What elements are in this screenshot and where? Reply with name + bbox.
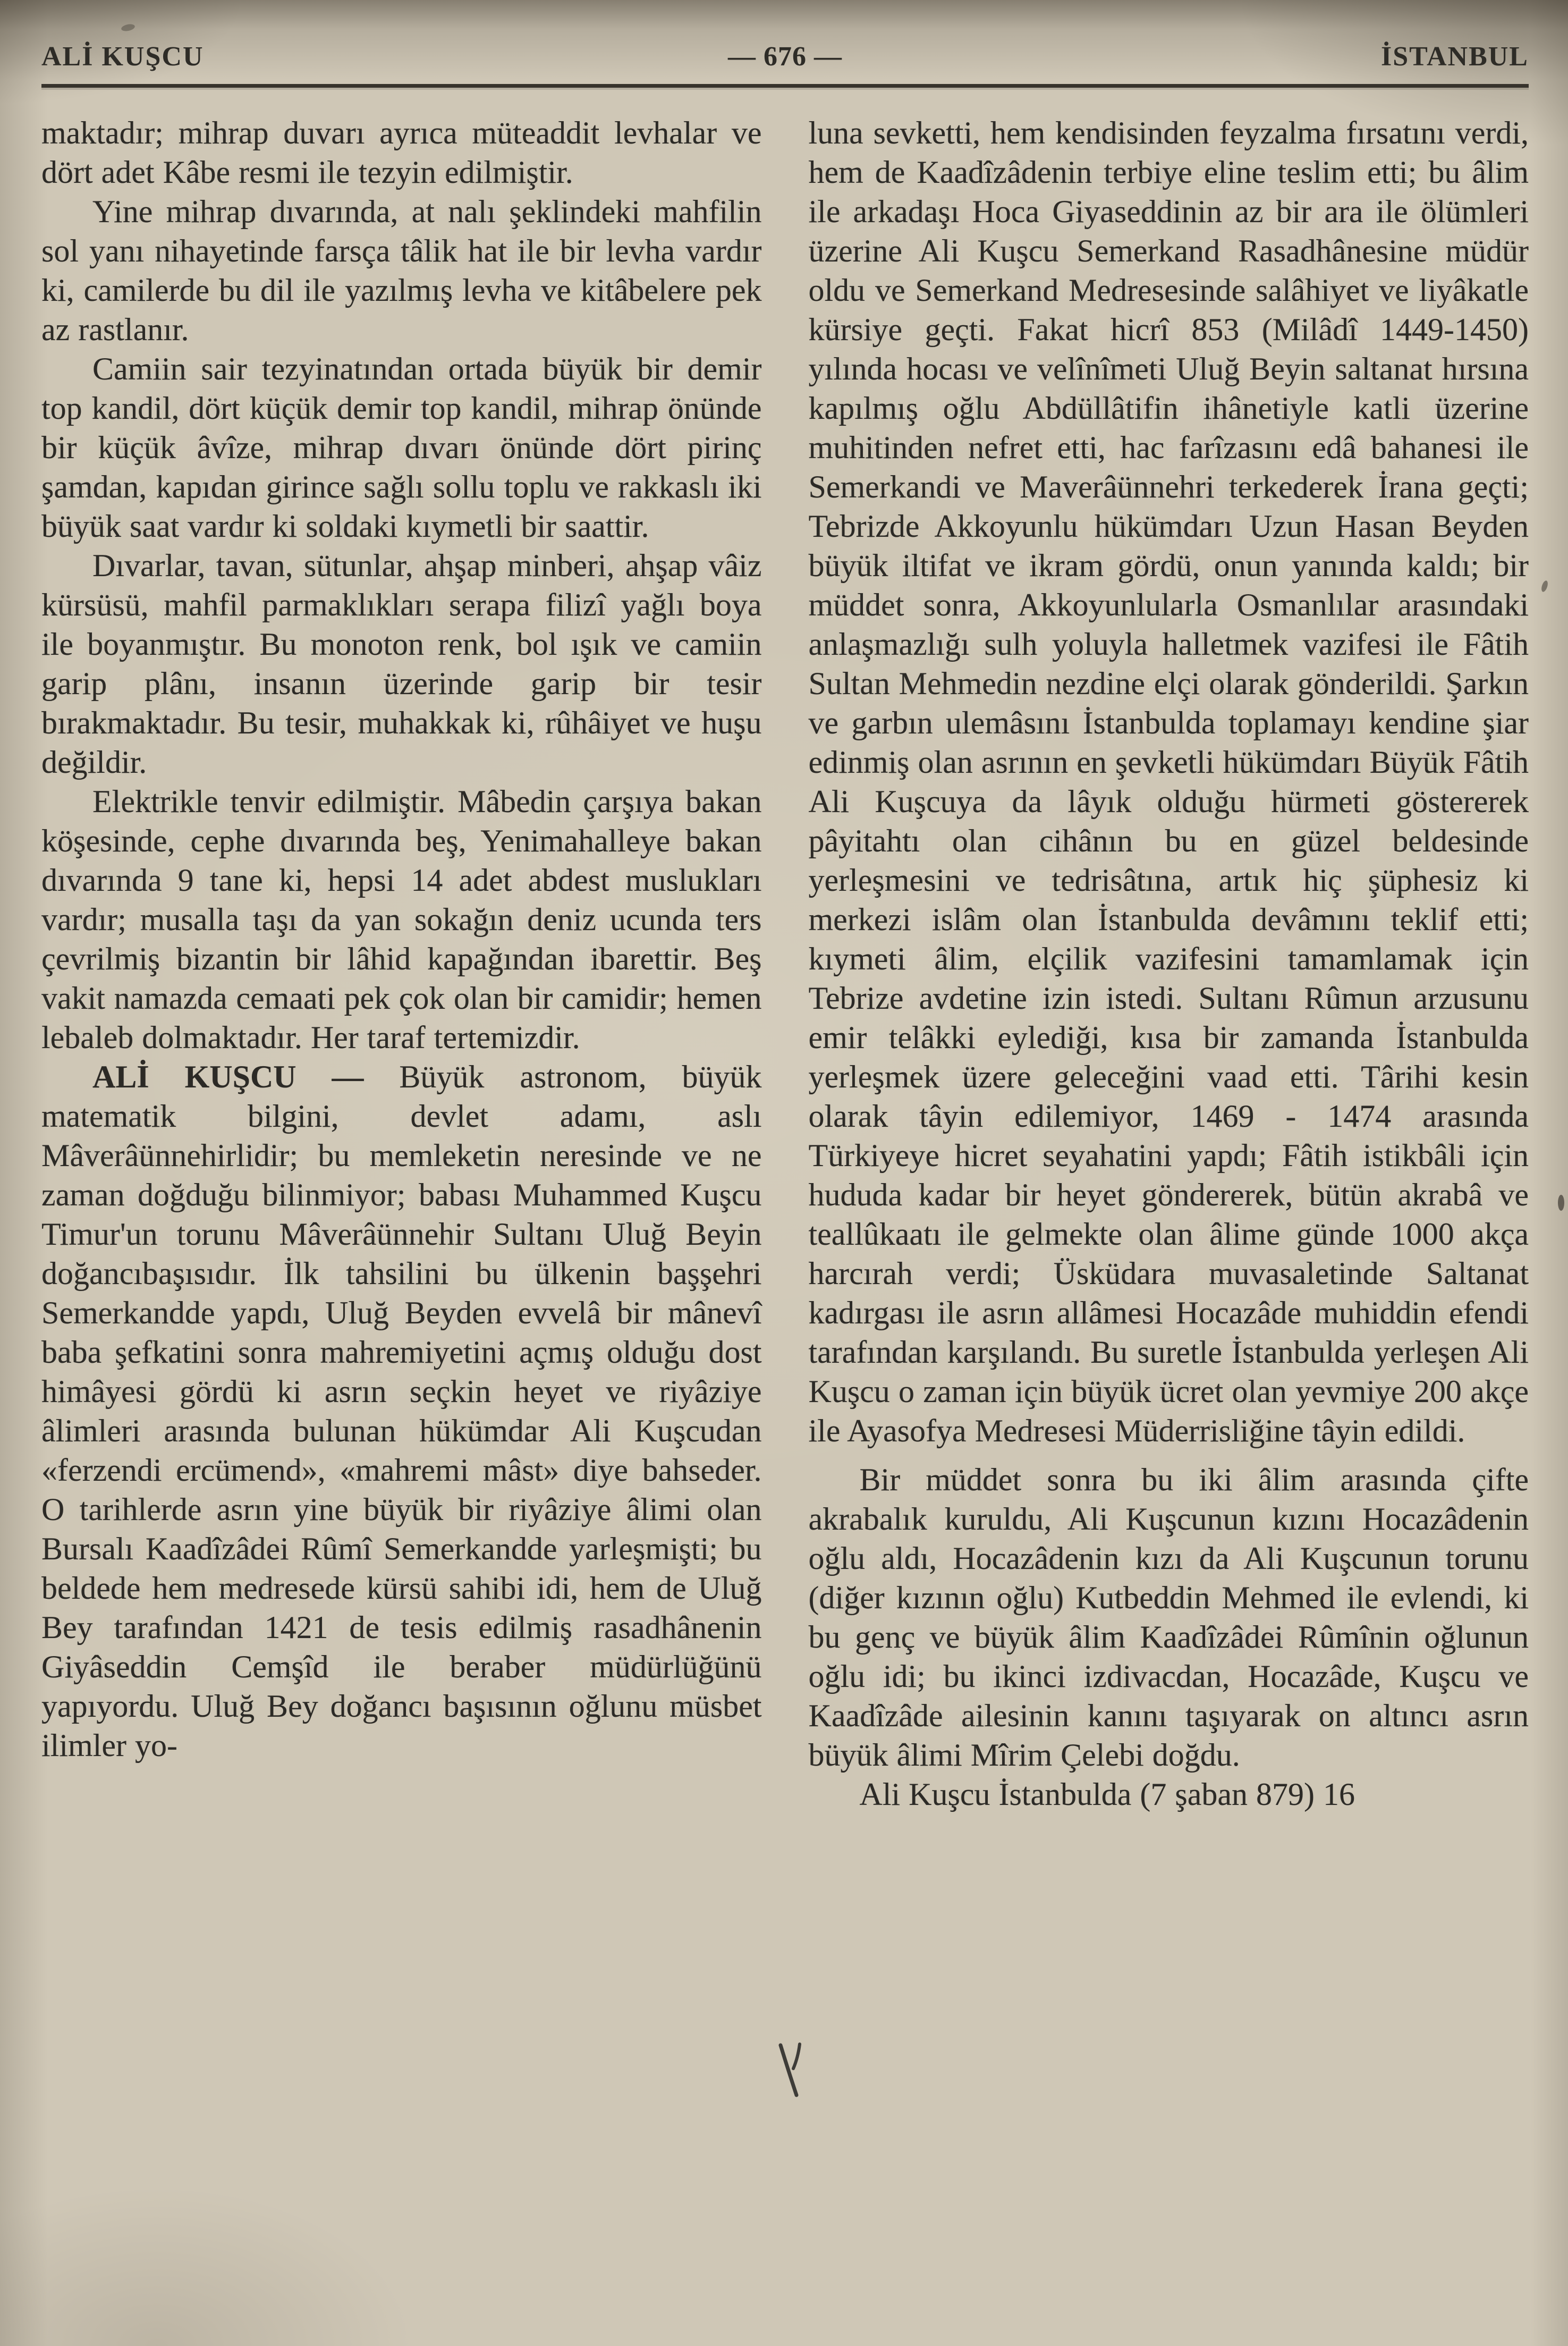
left-column — [41, 113, 762, 1814]
page-number: — 676 — — [728, 41, 842, 72]
entry-text: Büyük astronom, büyük matematik bilgini, devlet adamı, aslı Mâverâünnehirlidir; bu memleketin neresinde ve ne zaman doğduğu bilinmiyor; babası Muhammed Kuşcu Timur'un torunu Mâverâünnehir Sultanı Uluğ Beyin doğancıbaşısıdır. İlk tahsilini bu ülkenin başşehri Semerkandde yapdı, Uluğ Beyden evvelâ bir mânevî baba şefkatini sonra mahremiyetini açmış olduğu dost himâyesi gördü ki asrın seçkin heyet ve riyâziye âlimleri arasında bulunan hükümdar Ali Kuşcudan «ferzendi ercümend», «mahremi mâst» diye bahseder. O tarihlerde asrın yine büyük bir riyâziye âlimi olan Bursalı Kaadîzâdei Rûmî Semerkandde yarleşmişti; bu beldede hem medresede kürsü sahibi idi, hem de Uluğ Bey tarafından 1421 de tesis edilmiş rasadhânenin Giyâseddin Cemşîd ile beraber müdürlüğünü yapıyordu. Uluğ Bey doğancı başısının oğlunu müsbet ilimler yo- — [41, 1059, 762, 1763]
paragraph: maktadır; mihrap duvarı ayrıca müteaddit levhalar ve dört adet Kâbe resmi ile tezyin edilmiştir. — [41, 115, 762, 190]
entry-paragraph — [41, 1057, 762, 1765]
paragraph: Dıvarlar, tavan, sütunlar, ahşap minberi, ahşap vâiz kürsüsü, mahfil parmaklıkları serapa filizî yağlı boya ile boyanmıştır. Bu monoton renk, bol ışık ve camiin garip plânı, insanın üzerinde garip bir tesir bırakmaktadır. Bu tesir, muhakkak ki, rûhâiyet ve huşu değildir. — [41, 548, 762, 780]
paragraph: Ali Kuşcu İstanbulda (7 şaban 879) 16 — [859, 1777, 1355, 1812]
paragraph: Yine mihrap dıvarında, at nalı şeklindeki mahfilin sol yanı nihayetinde farsça tâlik hat ile bir levha vardır ki, camilerde bu dil ile yazılmış levha ve kitâbelere pek az rastlanır. — [41, 194, 762, 347]
scan-speck — [1540, 580, 1549, 593]
text-columns — [41, 113, 1529, 1814]
right-column — [809, 113, 1529, 1814]
paragraph: Camiin sair tezyinatından ortada büyük bir demir top kandil, dört küçük demir top kandil, mihrap önünde bir küçük âvîze, mihrap dıvarı önünde dört pirinç şamdan, kapıdan girince sağlı sollu toplu ve rakkaslı iki büyük saat vardır ki soldaki kıymetli bir saattir. — [41, 351, 762, 544]
ink-mark — [773, 2041, 816, 2102]
page-header — [41, 41, 1529, 72]
paragraph: luna sevketti, hem kendisinden feyzalma fırsatını verdi, hem de Kaadîzâdenin terbiye eline teslim etti; bu âlim ile arkadaşı Hoca Giyaseddinin az bir ara ile ölümleri üzerine Ali Kuşcu Semerkand Rasadhânesine müdür oldu ve Semerkand Medresesinde salâhiyet ve liyâkatle kürsiye geçti. Fakat hicrî 853 (Milâdî 1449-1450) yılında hocası ve velînîmeti Uluğ Beyin saltanat hırsına kapılmış oğlu Abdüllâtifin ihânetiyle katli üzerine muhitinden nefret etti, hac farîzasını edâ bahanesi ile Semerkandi ve Maverâünnehri terkederek İrana geçti; Tebrizde Akkoyunlu hükümdarı Uzun Hasan Beyden büyük iltifat ve ikram gördü, onun yanında kaldı; bir müddet sonra, Akkoyunlularla Osmanlılar arasındaki anlaşmazlığı sulh yoluyla halletmek vazifesi ile Fâtih Sultan Mehmedin nezdine elçi olarak gönderildi. Şarkın ve garbın ulemâsını İstanbulda toplamayı kendine şiar edinmiş olan asrının en şevketli hükümdarı Büyük Fâtih Ali Kuşcuya da lâyık olduğu hürmeti göstererek pâyitahtı olan cihânın bu en güzel beldesinde yerleşmesini ve tedrisâtına, artık hiç şüphesiz ki merkezi islâm olan İstanbulda devâmını teklif etti; kıymeti âlim, elçilik vazifesini tamamlamak için Tebrize avdetine izin istedi. Sultanı Rûmun arzusunu emir telâkki eylediği, kısa bir zamanda İstanbulda yerleşmek üzere geleceğini vaad etti. Târihi kesin olarak tâyin edilemiyor, 1469 - 1474 arasında Türkiyeye hicret seyahatini yapdı; Fâtih istikbâli için hududa kadar bir heyet göndererek, bütün akrabâ ve teallûkaatı ile gelmekte olan âlime günde 1000 akça harcırah verdi; Üsküdara muvasaletinde Saltanat kadırgası ile asrın allâmesi Hocazâde muhiddin efendi tarafından karşılandı. Bu suretle İstanbulda yerleşen Ali Kuşcu o zaman için büyük ücret olan yevmiye 200 akçe ile Ayasofya Medresesi Müderrisliğine tâyin edildi. — [808, 115, 1529, 1448]
scan-speck — [1558, 1195, 1564, 1211]
running-head-right: İSTANBUL — [1380, 41, 1529, 72]
entry-title: ALİ KUŞCU — — [92, 1059, 400, 1094]
header-rule — [41, 84, 1529, 88]
scan-speck — [121, 23, 135, 32]
paragraph: Elektrikle tenvir edilmiştir. Mâbedin çarşıya bakan köşesinde, cephe dıvarında beş, Yenimahalleye bakan dıvarında 9 tane ki, hepsi 14 adet abdest muslukları vardır; musalla taşı da yan sokağın deniz ucunda ters çevrilmiş bizantin bir lâhid kapağından ibarettir. Beş vakit namazda cemaati pek çok olan bir camidir; hemen lebaleb dolmaktadır. Her taraf tertemizdir. — [41, 784, 762, 1055]
running-head-left: ALİ KUŞCU — [41, 41, 204, 72]
paragraph: Bir müddet sonra bu iki âlim arasında çifte akrabalık kuruldu, Ali Kuşcunun kızını Hocazâdenin oğlu aldı, Hocazâdenin kızı da Ali Kuşcunun torunu (diğer kızının oğlu) Kutbeddin Mehmed ile evlendi, ki bu genç ve büyük âlim Kaadîzâdei Rûmînin oğlunun oğlu idi; bu ikinci izdivacdan, Hocazâde, Kuşcu ve Kaadîzâde ailesinin kanını taşıyarak on altıncı asrın büyük âlimi Mîrim Çelebi doğdu. — [808, 1462, 1529, 1773]
